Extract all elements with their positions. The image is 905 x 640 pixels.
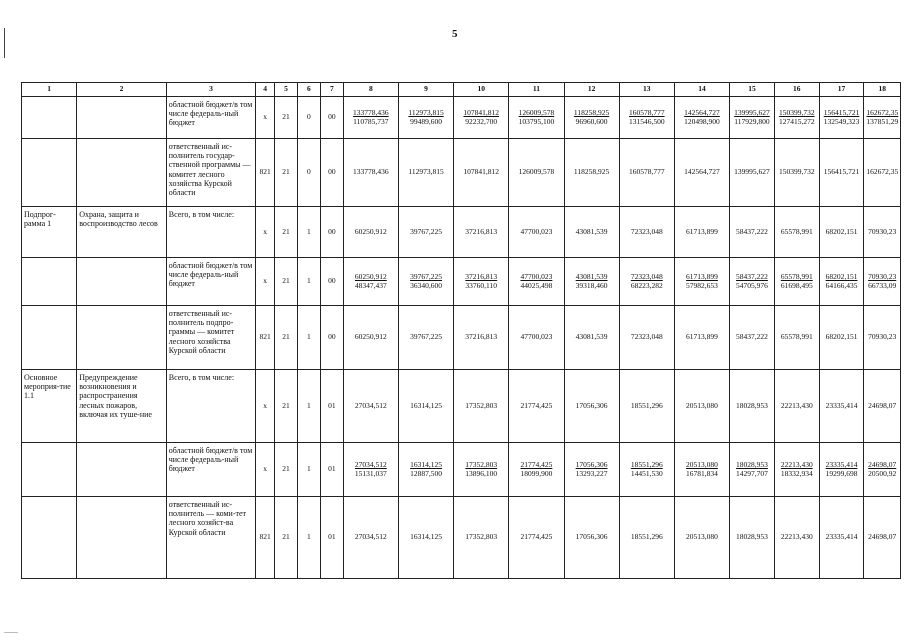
cell-value: 39767,225 — [398, 207, 453, 258]
value-total: 37216,813 — [465, 271, 498, 281]
column-header-16: 16 — [774, 83, 819, 97]
cell-value — [730, 258, 775, 306]
cell-c2 — [77, 443, 167, 497]
value-total: 21774,425 — [520, 459, 553, 469]
cell-code-c4: 821 — [256, 139, 275, 207]
cell-value: 139995,627 — [730, 139, 775, 207]
cell-value: 27034,512 — [343, 370, 398, 443]
value-total: 23335,414 — [825, 459, 858, 469]
cell-value: 17056,306 — [564, 370, 619, 443]
value-total: 68202,151 — [825, 271, 858, 281]
value-total: 18028,953 — [736, 459, 768, 469]
value-federal: 14297,707 — [736, 468, 768, 478]
value-federal: 117929,800 — [734, 116, 770, 126]
column-header-7: 7 — [320, 83, 343, 97]
cell-value — [564, 97, 619, 139]
cell-value: 61713,899 — [674, 306, 729, 370]
column-header-14: 14 — [674, 83, 729, 97]
cell-value — [864, 258, 901, 306]
cell-code-c5: 21 — [275, 370, 298, 443]
column-header-2: 2 — [77, 83, 167, 97]
cell-value — [619, 443, 674, 497]
value-federal: 19299,698 — [825, 468, 858, 478]
value-federal: 92232,700 — [465, 116, 498, 126]
value-total: 39767,225 — [410, 271, 442, 281]
cell-value — [774, 443, 819, 497]
cell-value: 18551,296 — [619, 497, 674, 579]
cell-code-c5: 21 — [275, 258, 298, 306]
cell-c3: ответственный ис-полнитель — коми-тет лесного хозяйст-ва Курской области — [166, 497, 256, 579]
value-total: 22213,430 — [780, 459, 813, 469]
cell-c1 — [22, 97, 77, 139]
value-federal: 61698,495 — [780, 280, 813, 290]
table-row — [22, 207, 901, 258]
cell-c3: Всего, в том числе: — [166, 370, 256, 443]
value-federal: 15131,037 — [354, 468, 387, 478]
cell-value: 68202,151 — [819, 207, 864, 258]
value-total: 20513,080 — [686, 459, 718, 469]
table-row — [22, 258, 901, 306]
cell-value — [564, 258, 619, 306]
value-federal: 33760,110 — [465, 280, 498, 290]
cell-code-c4: 821 — [256, 497, 275, 579]
cell-code-c6: 1 — [297, 258, 320, 306]
cell-code-c6: 0 — [297, 97, 320, 139]
column-header-11: 11 — [509, 83, 564, 97]
cell-value: 17056,306 — [564, 497, 619, 579]
cell-c2 — [77, 497, 167, 579]
column-header-5: 5 — [275, 83, 298, 97]
cell-value: 37216,813 — [454, 306, 509, 370]
column-header-18: 18 — [864, 83, 901, 97]
cell-value: 142564,727 — [674, 139, 729, 207]
value-total: 60250,912 — [354, 271, 387, 281]
cell-code-c4: х — [256, 443, 275, 497]
cell-value — [454, 443, 509, 497]
cell-code-c7: 00 — [320, 139, 343, 207]
value-total: 72323,048 — [630, 271, 663, 281]
value-federal: 64166,435 — [825, 280, 858, 290]
value-federal: 18099,900 — [520, 468, 553, 478]
column-header-8: 8 — [343, 83, 398, 97]
cell-value: 60250,912 — [343, 207, 398, 258]
value-total: 160578,777 — [628, 107, 665, 117]
column-header-9: 9 — [398, 83, 453, 97]
column-header-10: 10 — [454, 83, 509, 97]
cell-value: 24698,07 — [864, 370, 901, 443]
cell-value — [864, 97, 901, 139]
value-federal: 110785,737 — [353, 116, 389, 126]
cell-c2: Охрана, защита и воспроизводство лесов — [77, 207, 167, 258]
value-total: 150399,732 — [778, 107, 815, 117]
cell-code-c5: 21 — [275, 207, 298, 258]
value-federal: 54705,976 — [736, 280, 768, 290]
value-federal: 127415,272 — [778, 116, 815, 126]
cell-code-c7: 00 — [320, 306, 343, 370]
cell-value: 58437,222 — [730, 306, 775, 370]
value-federal: 13896,100 — [465, 468, 498, 478]
table-row — [22, 443, 901, 497]
cell-value: 43081,539 — [564, 207, 619, 258]
table-row — [22, 370, 901, 443]
cell-value: 20513,080 — [674, 370, 729, 443]
cell-value — [509, 258, 564, 306]
cell-value: 23335,414 — [819, 370, 864, 443]
page-number: 5 — [452, 28, 458, 40]
cell-value — [819, 97, 864, 139]
cell-value: 17352,803 — [454, 370, 509, 443]
table-row — [22, 139, 901, 207]
cell-value — [398, 97, 453, 139]
cell-value — [343, 258, 398, 306]
column-header-15: 15 — [730, 83, 775, 97]
value-federal: 103795,100 — [518, 116, 555, 126]
value-federal: 99489,600 — [410, 116, 442, 126]
cell-value — [619, 97, 674, 139]
cell-value — [343, 97, 398, 139]
cell-code-c7: 00 — [320, 258, 343, 306]
cell-value: 70930,23 — [864, 207, 901, 258]
cell-value: 21774,425 — [509, 497, 564, 579]
cell-c3: Всего, в том числе: — [166, 207, 256, 258]
cell-value — [564, 443, 619, 497]
table-body — [22, 97, 901, 579]
value-federal: 18332,934 — [780, 468, 813, 478]
value-federal: 68223,282 — [630, 280, 663, 290]
table-row — [22, 497, 901, 579]
cell-value: 24698,07 — [864, 497, 901, 579]
cell-c3: ответственный ис-полнитель государ-ственной программы — комитет лесного хозяйства Курской области — [166, 139, 256, 207]
cell-value: 20513,080 — [674, 497, 729, 579]
column-header-4: 4 — [256, 83, 275, 97]
cell-value: 39767,225 — [398, 306, 453, 370]
column-header-1: 1 — [22, 83, 77, 97]
cell-code-c6: 1 — [297, 207, 320, 258]
cell-c1: Подпрог-рамма 1 — [22, 207, 77, 258]
value-total: 162672,35 — [866, 107, 899, 117]
cell-code-c6: 0 — [297, 139, 320, 207]
cell-value: 65578,991 — [774, 207, 819, 258]
budget-table — [21, 82, 901, 579]
cell-value — [730, 443, 775, 497]
cell-value — [774, 258, 819, 306]
value-federal: 44025,498 — [520, 280, 553, 290]
cell-value: 112973,815 — [398, 139, 453, 207]
cell-value — [509, 443, 564, 497]
value-federal: 13293,227 — [575, 468, 608, 478]
value-total: 112973,815 — [408, 107, 444, 117]
cell-c2 — [77, 139, 167, 207]
cell-code-c4: х — [256, 370, 275, 443]
value-federal: 39318,460 — [575, 280, 608, 290]
value-total: 139995,627 — [734, 107, 770, 117]
cell-c1 — [22, 443, 77, 497]
cell-value: 126009,578 — [509, 139, 564, 207]
cell-c1 — [22, 497, 77, 579]
cell-value — [730, 97, 775, 139]
value-federal: 137851,29 — [866, 116, 899, 126]
column-header-17: 17 — [819, 83, 864, 97]
value-federal: 57982,653 — [686, 280, 718, 290]
cell-value — [819, 443, 864, 497]
table-row — [22, 306, 901, 370]
cell-value — [774, 97, 819, 139]
value-total: 17056,306 — [575, 459, 608, 469]
cell-c2 — [77, 258, 167, 306]
cell-value: 133778,436 — [343, 139, 398, 207]
cell-value: 16314,125 — [398, 370, 453, 443]
column-header-12: 12 — [564, 83, 619, 97]
value-federal: 14451,530 — [630, 468, 663, 478]
cell-value: 162672,35 — [864, 139, 901, 207]
cell-c1 — [22, 306, 77, 370]
value-federal: 20500,92 — [868, 468, 897, 478]
value-total: 18551,296 — [630, 459, 663, 469]
cell-value: 150399,732 — [774, 139, 819, 207]
cell-value: 18028,953 — [730, 497, 775, 579]
cell-value: 160578,777 — [619, 139, 674, 207]
cell-c2 — [77, 97, 167, 139]
cell-value: 17352,803 — [454, 497, 509, 579]
cell-value — [398, 443, 453, 497]
cell-value — [454, 258, 509, 306]
cell-value — [674, 258, 729, 306]
value-federal: 131546,500 — [628, 116, 665, 126]
value-total: 27034,512 — [354, 459, 387, 469]
cell-value: 22213,430 — [774, 497, 819, 579]
value-total: 47700,023 — [520, 271, 553, 281]
value-total: 142564,727 — [684, 107, 720, 117]
value-total: 43081,539 — [575, 271, 608, 281]
value-total: 156415,721 — [823, 107, 860, 117]
value-federal: 132549,323 — [823, 116, 860, 126]
value-federal: 96960,600 — [575, 116, 608, 126]
cell-c1 — [22, 258, 77, 306]
cell-code-c6: 1 — [297, 370, 320, 443]
value-total: 17352,803 — [465, 459, 498, 469]
cell-value: 22213,430 — [774, 370, 819, 443]
value-total: 70930,23 — [868, 271, 897, 281]
cell-value — [619, 258, 674, 306]
cell-value: 61713,899 — [674, 207, 729, 258]
cell-c3: областной бюджет/в том числе федераль-ный бюджет — [166, 97, 256, 139]
cell-value: 47700,023 — [509, 306, 564, 370]
cell-value: 72323,048 — [619, 207, 674, 258]
cell-value: 21774,425 — [509, 370, 564, 443]
cell-c3: ответственный ис-полнитель подпро-граммы — комитет лесного хозяйства Курской области — [166, 306, 256, 370]
value-federal: 12887,500 — [410, 468, 442, 478]
cell-code-c4: х — [256, 258, 275, 306]
cell-c3: областной бюджет/в том числе федераль-ный бюджет — [166, 258, 256, 306]
cell-value — [398, 258, 453, 306]
cell-code-c5: 21 — [275, 139, 298, 207]
cell-code-c6: 1 — [297, 443, 320, 497]
value-total: 24698,07 — [868, 459, 897, 469]
value-total: 61713,899 — [686, 271, 718, 281]
cell-value: 18028,953 — [730, 370, 775, 443]
cell-value — [819, 258, 864, 306]
column-header-6: 6 — [297, 83, 320, 97]
value-federal: 36340,600 — [410, 280, 442, 290]
cell-value: 23335,414 — [819, 497, 864, 579]
cell-code-c4: х — [256, 207, 275, 258]
cell-c2: Предупреждение возникновения и распространения лесных пожаров, включая их туше-ние — [77, 370, 167, 443]
value-total: 65578,991 — [780, 271, 813, 281]
value-federal: 66733,09 — [868, 280, 897, 290]
cell-value: 43081,539 — [564, 306, 619, 370]
column-header-13: 13 — [619, 83, 674, 97]
cell-value: 118258,925 — [564, 139, 619, 207]
value-total: 16314,125 — [410, 459, 442, 469]
value-total: 58437,222 — [736, 271, 768, 281]
cell-value — [509, 97, 564, 139]
value-federal: 120498,900 — [684, 116, 720, 126]
table-row — [22, 97, 901, 139]
header-row — [22, 83, 901, 97]
cell-value — [454, 97, 509, 139]
cell-value: 70930,23 — [864, 306, 901, 370]
cell-value: 37216,813 — [454, 207, 509, 258]
value-total: 126009,578 — [518, 107, 555, 117]
cell-value: 16314,125 — [398, 497, 453, 579]
cell-code-c5: 21 — [275, 497, 298, 579]
cell-c3: областной бюджет/в том числе федераль-ный бюджет — [166, 443, 256, 497]
cell-value: 107841,812 — [454, 139, 509, 207]
cell-value: 68202,151 — [819, 306, 864, 370]
cell-c1: Основное мероприя-тие 1.1 — [22, 370, 77, 443]
cell-code-c4: х — [256, 97, 275, 139]
value-federal: 16781,834 — [686, 468, 718, 478]
cell-value — [674, 97, 729, 139]
cell-value — [343, 443, 398, 497]
cell-value: 156415,721 — [819, 139, 864, 207]
cell-code-c4: 821 — [256, 306, 275, 370]
value-total: 133778,436 — [353, 107, 389, 117]
cell-value: 60250,912 — [343, 306, 398, 370]
cell-value: 72323,048 — [619, 306, 674, 370]
cell-value — [674, 443, 729, 497]
cell-code-c7: 00 — [320, 97, 343, 139]
cell-value: 47700,023 — [509, 207, 564, 258]
cell-code-c7: 01 — [320, 497, 343, 579]
value-federal: 48347,437 — [354, 280, 387, 290]
cell-code-c6: 1 — [297, 497, 320, 579]
margin-mark — [4, 28, 5, 58]
value-total: 107841,812 — [463, 107, 500, 117]
cell-c2 — [77, 306, 167, 370]
cell-value — [864, 443, 901, 497]
cell-code-c5: 21 — [275, 443, 298, 497]
cell-c1 — [22, 139, 77, 207]
cell-value: 58437,222 — [730, 207, 775, 258]
column-header-3: 3 — [166, 83, 256, 97]
value-total: 118258,925 — [573, 107, 610, 117]
cell-code-c6: 1 — [297, 306, 320, 370]
cell-code-c7: 01 — [320, 370, 343, 443]
cell-value: 18551,296 — [619, 370, 674, 443]
bottom-mark — [4, 632, 18, 633]
cell-value: 65578,991 — [774, 306, 819, 370]
cell-code-c5: 21 — [275, 97, 298, 139]
cell-code-c7: 01 — [320, 443, 343, 497]
cell-value: 27034,512 — [343, 497, 398, 579]
cell-code-c5: 21 — [275, 306, 298, 370]
cell-code-c7: 00 — [320, 207, 343, 258]
